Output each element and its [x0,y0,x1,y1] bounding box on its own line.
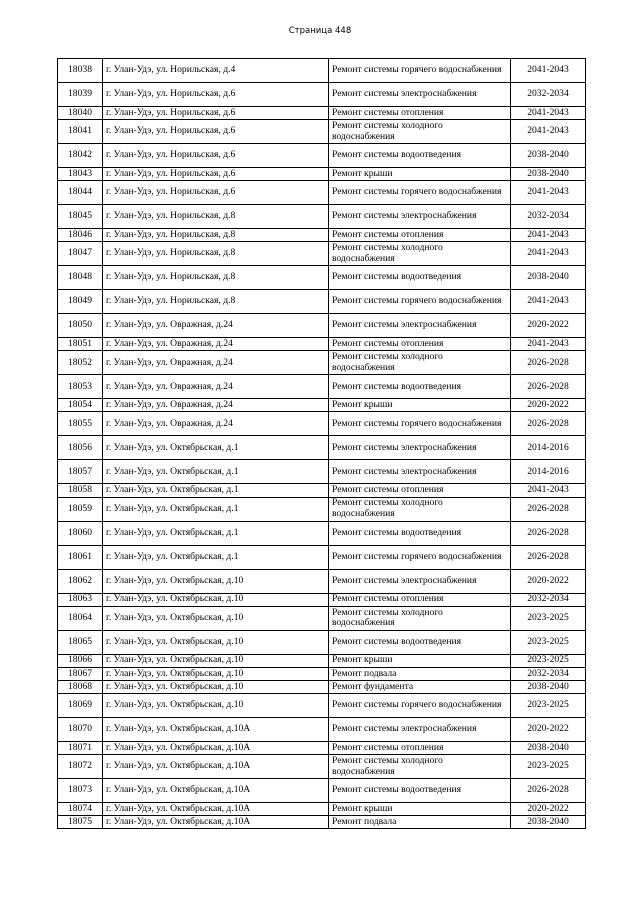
period-cell: 2026-2028 [511,779,586,803]
row-number: 18049 [58,290,103,314]
table-row [58,654,586,667]
row-number: 18055 [58,412,103,436]
table-row [58,803,586,816]
period-cell: 2014-2016 [511,436,586,460]
table-row [58,107,586,120]
work-type-cell: Ремонт фундамента [329,680,511,693]
row-number: 18050 [58,314,103,338]
work-type-cell: Ремонт системы отопления [329,338,511,351]
address-cell: г. Улан-Удэ, ул. Овражная, д.24 [103,399,329,412]
row-number: 18057 [58,460,103,484]
row-number: 18044 [58,181,103,205]
page-header: Страница 448 [288,26,352,36]
table-row [58,717,586,741]
period-cell: 2032-2034 [511,205,586,229]
address-cell: г. Улан-Удэ, ул. Норильская, д.8 [103,205,329,229]
table-row [58,460,586,484]
period-cell: 2026-2028 [511,521,586,545]
table-row [58,545,586,569]
work-type-cell: Ремонт крыши [329,654,511,667]
work-type-cell: Ремонт системы горячего водоснабжения [329,412,511,436]
table-row [58,521,586,545]
row-number: 18075 [58,816,103,829]
row-number: 18038 [58,59,103,83]
period-cell: 2026-2028 [511,375,586,399]
table-row [58,242,586,266]
table-row [58,351,586,375]
period-cell: 2041-2043 [511,120,586,144]
period-cell: 2041-2043 [511,59,586,83]
row-number: 18039 [58,83,103,107]
table-row [58,59,586,83]
address-cell: г. Улан-Удэ, ул. Октябрьская, д.10 [103,569,329,593]
address-cell: г. Улан-Удэ, ул. Октябрьская, д.10 [103,667,329,680]
work-type-cell: Ремонт крыши [329,168,511,181]
address-cell: г. Улан-Удэ, ул. Овражная, д.24 [103,375,329,399]
period-cell: 2038-2040 [511,741,586,754]
work-type-cell: Ремонт системы отопления [329,229,511,242]
table-row [58,120,586,144]
work-type-cell: Ремонт системы электроснабжения [329,460,511,484]
row-number: 18065 [58,630,103,654]
table-row [58,266,586,290]
row-number: 18061 [58,545,103,569]
address-cell: г. Улан-Удэ, ул. Норильская, д.8 [103,290,329,314]
address-cell: г. Улан-Удэ, ул. Норильская, д.6 [103,107,329,120]
work-type-cell: Ремонт системы водоотведения [329,266,511,290]
table-row [58,779,586,803]
row-number: 18067 [58,667,103,680]
address-cell: г. Улан-Удэ, ул. Овражная, д.24 [103,412,329,436]
row-number: 18059 [58,497,103,521]
row-number: 18051 [58,338,103,351]
work-type-cell: Ремонт системы электроснабжения [329,436,511,460]
table-row [58,83,586,107]
row-number: 18066 [58,654,103,667]
work-type-cell: Ремонт системы водоотведения [329,779,511,803]
row-number: 18071 [58,741,103,754]
address-cell: г. Улан-Удэ, ул. Октябрьская, д.10А [103,779,329,803]
table-row [58,181,586,205]
period-cell: 2020-2022 [511,314,586,338]
row-number: 18053 [58,375,103,399]
period-cell: 2026-2028 [511,412,586,436]
work-type-cell: Ремонт системы холодного водоснабжения [329,755,511,779]
address-cell: г. Улан-Удэ, ул. Норильская, д.8 [103,242,329,266]
period-cell: 2041-2043 [511,484,586,497]
row-number: 18058 [58,484,103,497]
period-cell: 2020-2022 [511,717,586,741]
work-type-cell: Ремонт системы горячего водоснабжения [329,545,511,569]
period-cell: 2038-2040 [511,168,586,181]
address-cell: г. Улан-Удэ, ул. Октябрьская, д.10А [103,803,329,816]
address-cell: г. Улан-Удэ, ул. Овражная, д.24 [103,338,329,351]
work-type-cell: Ремонт системы холодного водоснабжения [329,242,511,266]
table-row [58,741,586,754]
work-type-cell: Ремонт крыши [329,803,511,816]
table-row [58,399,586,412]
row-number: 18040 [58,107,103,120]
work-type-cell: Ремонт системы отопления [329,593,511,606]
table-row [58,593,586,606]
period-cell: 2026-2028 [511,497,586,521]
period-cell: 2038-2040 [511,680,586,693]
address-cell: г. Улан-Удэ, ул. Октябрьская, д.10А [103,741,329,754]
row-number: 18072 [58,755,103,779]
table-row [58,816,586,829]
work-type-cell: Ремонт системы электроснабжения [329,314,511,338]
address-cell: г. Улан-Удэ, ул. Норильская, д.8 [103,266,329,290]
row-number: 18068 [58,680,103,693]
table-row [58,680,586,693]
period-cell: 2026-2028 [511,545,586,569]
table-row [58,606,586,630]
row-number: 18042 [58,144,103,168]
row-number: 18060 [58,521,103,545]
period-cell: 2023-2025 [511,630,586,654]
work-type-cell: Ремонт системы водоотведения [329,630,511,654]
table-row [58,375,586,399]
row-number: 18045 [58,205,103,229]
period-cell: 2041-2043 [511,107,586,120]
row-number: 18069 [58,693,103,717]
address-cell: г. Улан-Удэ, ул. Норильская, д.6 [103,83,329,107]
period-cell: 2020-2022 [511,399,586,412]
row-number: 18056 [58,436,103,460]
address-cell: г. Улан-Удэ, ул. Октябрьская, д.10 [103,693,329,717]
work-type-cell: Ремонт системы электроснабжения [329,569,511,593]
period-cell: 2014-2016 [511,460,586,484]
period-cell: 2032-2034 [511,667,586,680]
address-cell: г. Улан-Удэ, ул. Норильская, д.6 [103,181,329,205]
table-row [58,168,586,181]
table-row [58,314,586,338]
work-type-cell: Ремонт системы электроснабжения [329,83,511,107]
period-cell: 2023-2025 [511,654,586,667]
table-row [58,667,586,680]
address-cell: г. Улан-Удэ, ул. Октябрьская, д.10А [103,717,329,741]
row-number: 18043 [58,168,103,181]
address-cell: г. Улан-Удэ, ул. Октябрьская, д.1 [103,484,329,497]
table-row [58,290,586,314]
address-cell: г. Улан-Удэ, ул. Октябрьская, д.10А [103,816,329,829]
period-cell: 2032-2034 [511,593,586,606]
period-cell: 2041-2043 [511,181,586,205]
period-cell: 2032-2034 [511,83,586,107]
row-number: 18062 [58,569,103,593]
row-number: 18041 [58,120,103,144]
table-row [58,338,586,351]
row-number: 18054 [58,399,103,412]
work-type-cell: Ремонт крыши [329,399,511,412]
work-type-cell: Ремонт системы водоотведения [329,521,511,545]
period-cell: 2041-2043 [511,290,586,314]
address-cell: г. Улан-Удэ, ул. Октябрьская, д.10 [103,680,329,693]
table-row [58,497,586,521]
period-cell: 2026-2028 [511,351,586,375]
work-type-cell: Ремонт подвала [329,816,511,829]
table-row [58,755,586,779]
address-cell: г. Улан-Удэ, ул. Норильская, д.6 [103,168,329,181]
table-row [58,205,586,229]
address-cell: г. Улан-Удэ, ул. Октябрьская, д.1 [103,545,329,569]
work-type-cell: Ремонт системы отопления [329,741,511,754]
row-number: 18046 [58,229,103,242]
period-cell: 2020-2022 [511,803,586,816]
repair-schedule-table [57,58,586,829]
address-cell: г. Улан-Удэ, ул. Октябрьская, д.1 [103,436,329,460]
period-cell: 2020-2022 [511,569,586,593]
work-type-cell: Ремонт системы холодного водоснабжения [329,606,511,630]
work-type-cell: Ремонт подвала [329,667,511,680]
period-cell: 2023-2025 [511,755,586,779]
address-cell: г. Улан-Удэ, ул. Норильская, д.6 [103,144,329,168]
work-type-cell: Ремонт системы водоотведения [329,375,511,399]
work-type-cell: Ремонт системы водоотведения [329,144,511,168]
period-cell: 2041-2043 [511,338,586,351]
table-row [58,436,586,460]
address-cell: г. Улан-Удэ, ул. Норильская, д.6 [103,120,329,144]
work-type-cell: Ремонт системы электроснабжения [329,205,511,229]
period-cell: 2023-2025 [511,606,586,630]
work-type-cell: Ремонт системы отопления [329,484,511,497]
address-cell: г. Улан-Удэ, ул. Октябрьская, д.10 [103,593,329,606]
address-cell: г. Улан-Удэ, ул. Октябрьская, д.1 [103,460,329,484]
table-row [58,229,586,242]
row-number: 18070 [58,717,103,741]
address-cell: г. Улан-Удэ, ул. Октябрьская, д.10 [103,630,329,654]
table-row [58,569,586,593]
address-cell: г. Улан-Удэ, ул. Овражная, д.24 [103,314,329,338]
work-type-cell: Ремонт системы холодного водоснабжения [329,497,511,521]
work-type-cell: Ремонт системы холодного водоснабжения [329,351,511,375]
table-row [58,144,586,168]
row-number: 18047 [58,242,103,266]
period-cell: 2041-2043 [511,229,586,242]
address-cell: г. Улан-Удэ, ул. Норильская, д.4 [103,59,329,83]
work-type-cell: Ремонт системы холодного водоснабжения [329,120,511,144]
row-number: 18064 [58,606,103,630]
row-number: 18052 [58,351,103,375]
table-row [58,484,586,497]
address-cell: г. Улан-Удэ, ул. Норильская, д.8 [103,229,329,242]
period-cell: 2038-2040 [511,816,586,829]
period-cell: 2041-2043 [511,242,586,266]
row-number: 18048 [58,266,103,290]
address-cell: г. Улан-Удэ, ул. Октябрьская, д.1 [103,497,329,521]
table-row [58,630,586,654]
work-type-cell: Ремонт системы горячего водоснабжения [329,693,511,717]
work-type-cell: Ремонт системы отопления [329,107,511,120]
period-cell: 2038-2040 [511,266,586,290]
row-number: 18063 [58,593,103,606]
address-cell: г. Улан-Удэ, ул. Октябрьская, д.10 [103,606,329,630]
table-body [58,59,586,829]
address-cell: г. Улан-Удэ, ул. Овражная, д.24 [103,351,329,375]
table-row [58,693,586,717]
work-type-cell: Ремонт системы электроснабжения [329,717,511,741]
row-number: 18073 [58,779,103,803]
work-type-cell: Ремонт системы горячего водоснабжения [329,181,511,205]
address-cell: г. Улан-Удэ, ул. Октябрьская, д.10А [103,755,329,779]
row-number: 18074 [58,803,103,816]
period-cell: 2023-2025 [511,693,586,717]
table-row [58,412,586,436]
period-cell: 2038-2040 [511,144,586,168]
work-type-cell: Ремонт системы горячего водоснабжения [329,290,511,314]
work-type-cell: Ремонт системы горячего водоснабжения [329,59,511,83]
address-cell: г. Улан-Удэ, ул. Октябрьская, д.10 [103,654,329,667]
address-cell: г. Улан-Удэ, ул. Октябрьская, д.1 [103,521,329,545]
